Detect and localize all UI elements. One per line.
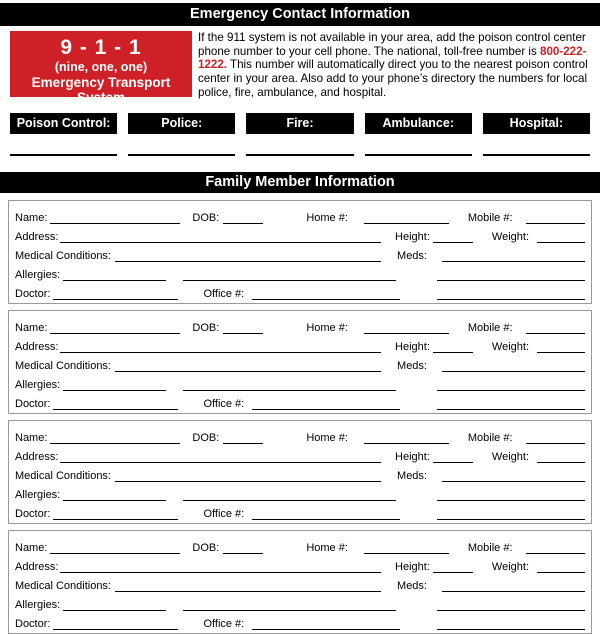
page-title: Emergency Contact Information (190, 6, 410, 22)
dob-label: DOB: (192, 432, 220, 445)
meds-blank-line (442, 360, 585, 372)
family-member-block (8, 200, 592, 304)
dob-label: DOB: (192, 212, 220, 225)
doctor-blank-line (53, 398, 178, 410)
meds-blank-line (442, 470, 585, 482)
mobile-phone-label: Mobile #: (467, 432, 513, 445)
doctor-blank-line (53, 288, 178, 300)
meds-label: Meds: (397, 579, 427, 592)
emergency-contact-header (0, 3, 600, 26)
911-number: 9 - 1 - 1 (60, 36, 142, 59)
office-phone-label: Office #: (203, 397, 245, 410)
allergies-overflow-blank-line (183, 379, 396, 391)
meds-overflow-blank-line (437, 379, 585, 391)
home-phone-label: Home #: (306, 322, 348, 335)
home-phone-blank-line (364, 432, 449, 444)
member-row-allergies (15, 482, 585, 501)
height-label: Height: (395, 341, 430, 354)
medical-conditions-label: Medical Conditions: (15, 579, 111, 592)
member-row-address (15, 334, 585, 353)
member-row-doctor (15, 281, 585, 300)
member-row-allergies (15, 262, 585, 281)
height-blank-line (433, 341, 473, 353)
name-blank-line (50, 432, 180, 444)
mobile-phone-label: Mobile #: (467, 212, 513, 225)
home-phone-label: Home #: (306, 432, 348, 445)
address-label: Address: (15, 341, 59, 354)
weight-label: Weight: (491, 451, 529, 464)
member-row-doctor (15, 611, 585, 630)
mobile-phone-label: Mobile #: (467, 322, 513, 335)
meds-label: Meds: (397, 469, 427, 482)
family-member-block (8, 310, 592, 414)
member-row-doctor (15, 391, 585, 410)
member-row-address (15, 224, 585, 243)
member-row-allergies (15, 592, 585, 611)
height-label: Height: (395, 451, 430, 464)
member-row-identity (15, 536, 585, 555)
allergies-overflow-blank-line (183, 599, 396, 611)
mobile-phone-blank-line (526, 322, 585, 334)
office-phone-label: Office #: (203, 507, 245, 520)
mobile-phone-label: Mobile #: (467, 542, 513, 555)
weight-blank-line (537, 231, 585, 243)
medical-conditions-blank-line (115, 580, 381, 592)
allergies-label: Allergies: (15, 378, 61, 391)
meds-overflow-blank-line (437, 269, 585, 281)
weight-blank-line (537, 561, 585, 573)
meds-overflow-blank-line-2 (437, 288, 585, 300)
address-label: Address: (15, 451, 59, 464)
member-row-address (15, 444, 585, 463)
weight-label: Weight: (491, 231, 529, 244)
medical-conditions-label: Medical Conditions: (15, 469, 111, 482)
weight-blank-line (537, 451, 585, 463)
office-phone-blank-line (252, 508, 400, 520)
home-phone-label: Home #: (306, 542, 348, 555)
member-row-medical (15, 243, 585, 262)
poison-control-phone-number: 800-222-1222. (198, 44, 587, 72)
ambulance-blank-line (365, 154, 472, 156)
height-blank-line (433, 561, 473, 573)
member-row-address (15, 554, 585, 573)
member-row-identity (15, 426, 585, 445)
address-blank-line (60, 341, 381, 353)
family-member-block (8, 530, 592, 634)
contact-label-hospital: Hospital: (483, 113, 590, 134)
home-phone-blank-line (364, 212, 449, 224)
office-phone-label: Office #: (203, 617, 245, 630)
address-blank-line (60, 231, 381, 243)
address-blank-line (60, 561, 381, 573)
mobile-phone-blank-line (526, 432, 585, 444)
meds-overflow-blank-line (437, 599, 585, 611)
height-blank-line (433, 231, 473, 243)
instructions-text (198, 31, 592, 100)
office-phone-blank-line (252, 618, 400, 630)
medical-conditions-label: Medical Conditions: (15, 249, 111, 262)
medical-conditions-blank-line (115, 360, 381, 372)
fire-blank-line (246, 154, 353, 156)
meds-label: Meds: (397, 249, 427, 262)
member-row-medical (15, 463, 585, 482)
home-phone-blank-line (364, 322, 449, 334)
allergies-blank-line (63, 599, 166, 611)
allergies-blank-line (63, 379, 166, 391)
name-blank-line (50, 212, 180, 224)
doctor-label: Doctor: (15, 397, 51, 410)
weight-blank-line (537, 341, 585, 353)
meds-overflow-blank-line (437, 489, 585, 501)
weight-label: Weight: (491, 561, 529, 574)
contact-label-ambulance: Ambulance: (365, 113, 472, 134)
medical-conditions-blank-line (115, 470, 381, 482)
allergies-blank-line (63, 269, 166, 281)
height-blank-line (433, 451, 473, 463)
allergies-overflow-blank-line (183, 269, 396, 281)
doctor-blank-line (53, 508, 178, 520)
name-blank-line (50, 542, 180, 554)
home-phone-blank-line (364, 542, 449, 554)
dob-label: DOB: (192, 322, 220, 335)
meds-blank-line (442, 580, 585, 592)
intro-section (10, 31, 592, 105)
meds-overflow-blank-line-2 (437, 508, 585, 520)
family-member-block (8, 420, 592, 524)
contact-blank-lines-row (10, 154, 590, 156)
doctor-label: Doctor: (15, 617, 51, 630)
contact-label-poison-control: Poison Control: (10, 113, 117, 134)
member-row-medical (15, 353, 585, 372)
name-blank-line (50, 322, 180, 334)
member-row-medical (15, 573, 585, 592)
family-section-header (0, 172, 600, 193)
address-label: Address: (15, 561, 59, 574)
instructions-after: This number will automatically direct you to the nearest poison control center in your area. Also add to your phone’s directory the numbers for local police, fire, ambulance, and hospital. (198, 58, 588, 99)
member-row-doctor (15, 501, 585, 520)
allergies-blank-line (63, 489, 166, 501)
name-label: Name: (15, 322, 48, 335)
name-label: Name: (15, 432, 48, 445)
911-card (10, 31, 192, 105)
meds-blank-line (442, 250, 585, 262)
police-blank-line (128, 154, 235, 156)
allergies-label: Allergies: (15, 488, 61, 501)
dob-blank-line (223, 322, 263, 334)
doctor-label: Doctor: (15, 287, 51, 300)
contact-label-police: Police: (128, 113, 235, 134)
allergies-label: Allergies: (15, 268, 61, 281)
hospital-blank-line (483, 154, 590, 156)
family-members-list (8, 200, 592, 634)
member-row-allergies (15, 372, 585, 391)
name-label: Name: (15, 212, 48, 225)
instructions-before: If the 911 system is not available in your area, add the poison control center phone number to your cell phone. The national, toll-free number is (198, 31, 586, 58)
member-row-identity (15, 206, 585, 225)
doctor-blank-line (53, 618, 178, 630)
family-section-title: Family Member Information (205, 173, 395, 190)
meds-overflow-blank-line-2 (437, 398, 585, 410)
office-phone-label: Office #: (203, 287, 245, 300)
dob-blank-line (223, 212, 263, 224)
911-phonetic: (nine, one, one) (54, 60, 148, 74)
dob-blank-line (223, 542, 263, 554)
mobile-phone-blank-line (526, 212, 585, 224)
height-label: Height: (395, 561, 430, 574)
dob-label: DOB: (192, 542, 220, 555)
meds-overflow-blank-line-2 (437, 618, 585, 630)
poison-control-blank-line (10, 154, 117, 156)
mobile-phone-blank-line (526, 542, 585, 554)
medical-conditions-label: Medical Conditions: (15, 359, 111, 372)
office-phone-blank-line (252, 398, 400, 410)
home-phone-label: Home #: (306, 212, 348, 225)
allergies-label: Allergies: (15, 598, 61, 611)
office-phone-blank-line (252, 288, 400, 300)
name-label: Name: (15, 542, 48, 555)
contact-labels-row (10, 113, 590, 134)
address-blank-line (60, 451, 381, 463)
address-label: Address: (15, 231, 59, 244)
911-system-label: Emergency Transport System (31, 75, 171, 105)
medical-conditions-blank-line (115, 250, 381, 262)
doctor-label: Doctor: (15, 507, 51, 520)
weight-label: Weight: (491, 341, 529, 354)
contact-label-fire: Fire: (246, 113, 353, 134)
height-label: Height: (395, 231, 430, 244)
meds-label: Meds: (397, 359, 427, 372)
member-row-identity (15, 316, 585, 335)
dob-blank-line (223, 432, 263, 444)
allergies-overflow-blank-line (183, 489, 396, 501)
